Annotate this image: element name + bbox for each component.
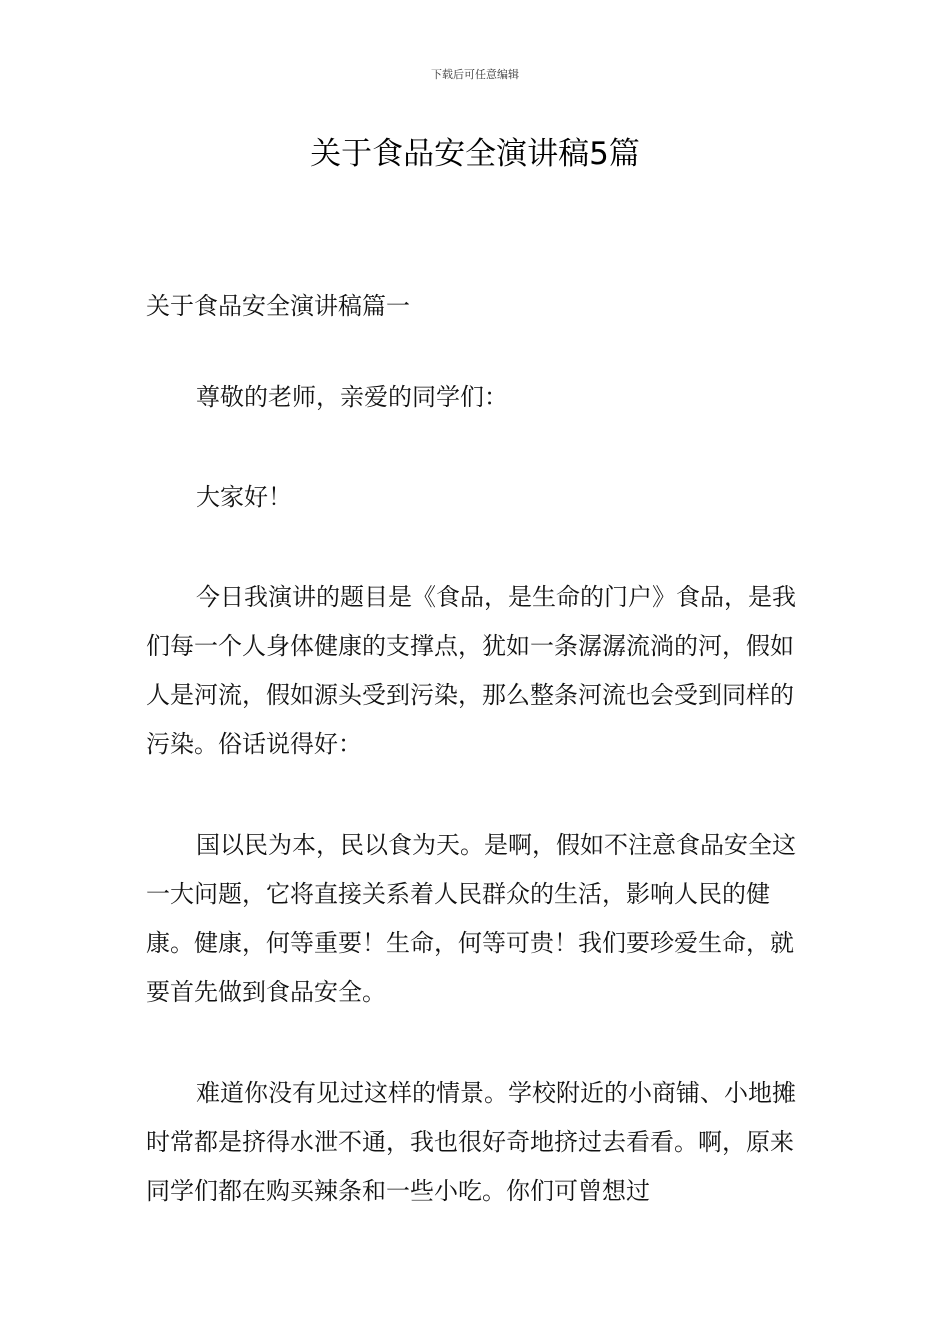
paragraph-food-safety: 国以民为本，民以食为天。是啊，假如不注意食品安全这一大问题，它将直接关系着人民群众的生活，影响人民的健康。健康，何等重要！生命，何等可贵！我们要珍爱生命，就要首先做到食品安全。 xyxy=(146,831,796,1006)
paragraph-scene: 难道你没有见过这样的情景。学校附近的小商铺、小地摊时常都是挤得水泄不通，我也很好奇地挤过去看看。啊，原来同学们都在购买辣条和一些小吃。你们可曾想过 xyxy=(146,1079,796,1205)
paragraph-hello: 大家好！ xyxy=(196,483,292,511)
paragraph-greeting: 尊敬的老师，亲爱的同学们： xyxy=(196,383,508,411)
paragraph-topic: 今日我演讲的题目是《食品，是生命的门户》食品，是我们每一个人身体健康的支撑点，犹如一条潺潺流淌的河，假如人是河流，假如源头受到污染，那么整条河流也会受到同样的污染。俗话说得好： xyxy=(146,583,796,758)
section-heading: 关于食品安全演讲稿篇一 xyxy=(146,292,410,320)
document-title: 关于食品安全演讲稿5篇 xyxy=(310,136,640,172)
header-note: 下载后可任意编辑 xyxy=(431,68,519,81)
